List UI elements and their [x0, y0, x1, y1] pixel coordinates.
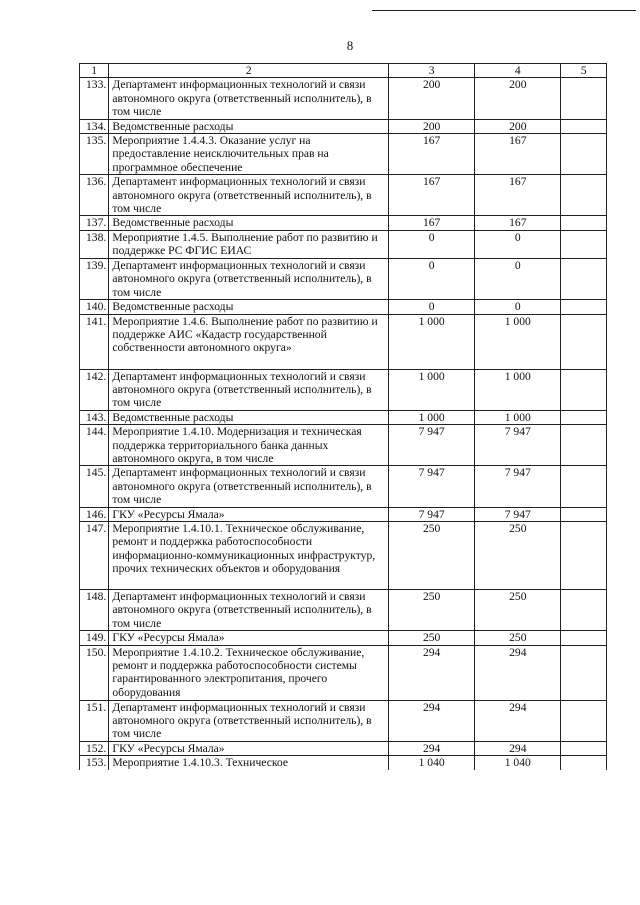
- row-value-col4: 7 947: [475, 466, 561, 507]
- row-value-col3: 294: [389, 741, 475, 755]
- row-number: 149.: [80, 631, 109, 645]
- row-description: ГКУ «Ресурсы Ямала»: [109, 631, 389, 645]
- row-value-col5: [561, 466, 607, 507]
- table-row: [80, 78, 607, 119]
- row-description: Мероприятие 1.4.10. Модернизация и техническая поддержка территориального банка данных автономного округа, в том числе: [109, 425, 389, 466]
- table-row: [80, 645, 607, 700]
- row-description: Департамент информационных технологий и связи автономного округа (ответственный исполнитель), в том числе: [109, 466, 389, 507]
- table-row: [80, 314, 607, 369]
- row-description: Департамент информационных технологий и связи автономного округа (ответственный исполнитель), в том числе: [109, 258, 389, 299]
- row-value-col5: [561, 258, 607, 299]
- row-value-col5: [561, 410, 607, 424]
- row-number: 144.: [80, 425, 109, 466]
- table-row: [80, 756, 607, 770]
- row-value-col5: [561, 230, 607, 258]
- row-value-col3: 1 000: [389, 410, 475, 424]
- row-number: 140.: [80, 300, 109, 314]
- row-value-col5: [561, 369, 607, 410]
- row-value-col4: 200: [475, 78, 561, 119]
- row-description: Мероприятие 1.4.10.3. Техническое: [109, 756, 389, 770]
- row-value-col3: 0: [389, 258, 475, 299]
- row-value-col5: [561, 589, 607, 630]
- row-number: 138.: [80, 230, 109, 258]
- row-number: 143.: [80, 410, 109, 424]
- table-row: [80, 466, 607, 507]
- row-description: Мероприятие 1.4.10.1. Техническое обслуживание, ремонт и поддержка работоспособности информационно-коммуникационных инфраструктур, прочих технических объектов и оборудования: [109, 521, 389, 589]
- row-value-col4: 200: [475, 119, 561, 133]
- row-value-col3: 1 000: [389, 369, 475, 410]
- row-value-col4: 1 000: [475, 314, 561, 369]
- row-description: ГКУ «Ресурсы Ямала»: [109, 507, 389, 521]
- row-value-col4: 250: [475, 631, 561, 645]
- row-value-col4: 1 000: [475, 410, 561, 424]
- row-value-col3: 0: [389, 230, 475, 258]
- row-value-col3: 7 947: [389, 466, 475, 507]
- row-value-col3: 167: [389, 216, 475, 230]
- row-value-col4: 0: [475, 258, 561, 299]
- page-number: 8: [346, 38, 354, 53]
- row-number: 142.: [80, 369, 109, 410]
- row-value-col3: 1 040: [389, 756, 475, 770]
- row-value-col3: 250: [389, 589, 475, 630]
- row-value-col3: 250: [389, 631, 475, 645]
- row-value-col4: 250: [475, 589, 561, 630]
- table-row: [80, 216, 607, 230]
- header-col-4: 4: [475, 64, 561, 78]
- row-value-col3: 1 000: [389, 314, 475, 369]
- row-number: 134.: [80, 119, 109, 133]
- row-description: Ведомственные расходы: [109, 216, 389, 230]
- row-description: Мероприятие 1.4.4.3. Оказание услуг на предоставление неисключительных прав на программное обеспечение: [109, 134, 389, 175]
- row-value-col5: [561, 507, 607, 521]
- row-value-col5: [561, 134, 607, 175]
- row-value-col3: 167: [389, 134, 475, 175]
- row-description: Департамент информационных технологий и связи автономного округа (ответственный исполнитель), в том числе: [109, 700, 389, 741]
- row-value-col3: 294: [389, 700, 475, 741]
- row-value-col5: [561, 119, 607, 133]
- row-number: 150.: [80, 645, 109, 700]
- row-value-col5: [561, 78, 607, 119]
- row-value-col4: 0: [475, 230, 561, 258]
- row-value-col5: [561, 300, 607, 314]
- row-value-col3: 200: [389, 78, 475, 119]
- row-description: Мероприятие 1.4.10.2. Техническое обслуживание, ремонт и поддержка работоспособности системы гарантированного электропитания, прочего оборудования: [109, 645, 389, 700]
- row-description: Мероприятие 1.4.6. Выполнение работ по развитию и поддержке АИС «Кадастр государственной собственности автономного округа»: [109, 314, 389, 369]
- row-value-col5: [561, 175, 607, 216]
- row-description: Департамент информационных технологий и связи автономного округа (ответственный исполнитель), в том числе: [109, 369, 389, 410]
- row-description: Мероприятие 1.4.5. Выполнение работ по развитию и поддержке РС ФГИС ЕИАС: [109, 230, 389, 258]
- row-value-col4: 7 947: [475, 425, 561, 466]
- row-value-col5: [561, 741, 607, 755]
- row-value-col4: 7 947: [475, 507, 561, 521]
- table-row: [80, 700, 607, 741]
- row-number: 153.: [80, 756, 109, 770]
- row-value-col4: 1 040: [475, 756, 561, 770]
- row-number: 141.: [80, 314, 109, 369]
- row-number: 152.: [80, 741, 109, 755]
- row-value-col5: [561, 521, 607, 589]
- row-value-col4: 250: [475, 521, 561, 589]
- table-row: [80, 589, 607, 630]
- row-number: 135.: [80, 134, 109, 175]
- table-row: [80, 521, 607, 589]
- table-header-row: [80, 64, 607, 78]
- row-value-col5: [561, 756, 607, 770]
- row-description: Ведомственные расходы: [109, 300, 389, 314]
- row-value-col4: 167: [475, 216, 561, 230]
- table-row: [80, 119, 607, 133]
- row-number: 133.: [80, 78, 109, 119]
- row-description: Департамент информационных технологий и связи автономного округа (ответственный исполнитель), в том числе: [109, 589, 389, 630]
- table-row: [80, 230, 607, 258]
- row-value-col3: 167: [389, 175, 475, 216]
- row-value-col3: 250: [389, 521, 475, 589]
- table-row: [80, 258, 607, 299]
- row-value-col3: 200: [389, 119, 475, 133]
- row-value-col5: [561, 645, 607, 700]
- row-value-col4: 167: [475, 134, 561, 175]
- header-col-5: 5: [561, 64, 607, 78]
- row-value-col5: [561, 631, 607, 645]
- table-row: [80, 300, 607, 314]
- row-value-col5: [561, 216, 607, 230]
- row-number: 136.: [80, 175, 109, 216]
- row-value-col5: [561, 314, 607, 369]
- row-value-col3: 0: [389, 300, 475, 314]
- row-value-col5: [561, 425, 607, 466]
- row-value-col4: 0: [475, 300, 561, 314]
- row-value-col4: 1 000: [475, 369, 561, 410]
- row-value-col4: 294: [475, 700, 561, 741]
- header-col-3: 3: [389, 64, 475, 78]
- row-value-col4: 167: [475, 175, 561, 216]
- table-row: [80, 507, 607, 521]
- row-value-col5: [561, 700, 607, 741]
- row-number: 148.: [80, 589, 109, 630]
- table-row: [80, 631, 607, 645]
- row-number: 147.: [80, 521, 109, 589]
- row-number: 145.: [80, 466, 109, 507]
- row-description: Ведомственные расходы: [109, 410, 389, 424]
- row-description: Ведомственные расходы: [109, 119, 389, 133]
- table-row: [80, 410, 607, 424]
- row-description: Департамент информационных технологий и связи автономного округа (ответственный исполнитель), в том числе: [109, 78, 389, 119]
- row-number: 146.: [80, 507, 109, 521]
- row-description: Департамент информационных технологий и связи автономного округа (ответственный исполнитель), в том числе: [109, 175, 389, 216]
- row-value-col4: 294: [475, 645, 561, 700]
- row-value-col3: 7 947: [389, 425, 475, 466]
- header-col-1: 1: [80, 64, 109, 78]
- row-number: 151.: [80, 700, 109, 741]
- budget-table: [79, 63, 607, 770]
- header-col-2: 2: [109, 64, 389, 78]
- table-row: [80, 175, 607, 216]
- row-value-col3: 294: [389, 645, 475, 700]
- row-value-col3: 7 947: [389, 507, 475, 521]
- row-number: 137.: [80, 216, 109, 230]
- table-row: [80, 134, 607, 175]
- table-row: [80, 741, 607, 755]
- row-value-col4: 294: [475, 741, 561, 755]
- row-number: 139.: [80, 258, 109, 299]
- top-rule: [372, 10, 636, 11]
- row-description: ГКУ «Ресурсы Ямала»: [109, 741, 389, 755]
- table-row: [80, 425, 607, 466]
- table-row: [80, 369, 607, 410]
